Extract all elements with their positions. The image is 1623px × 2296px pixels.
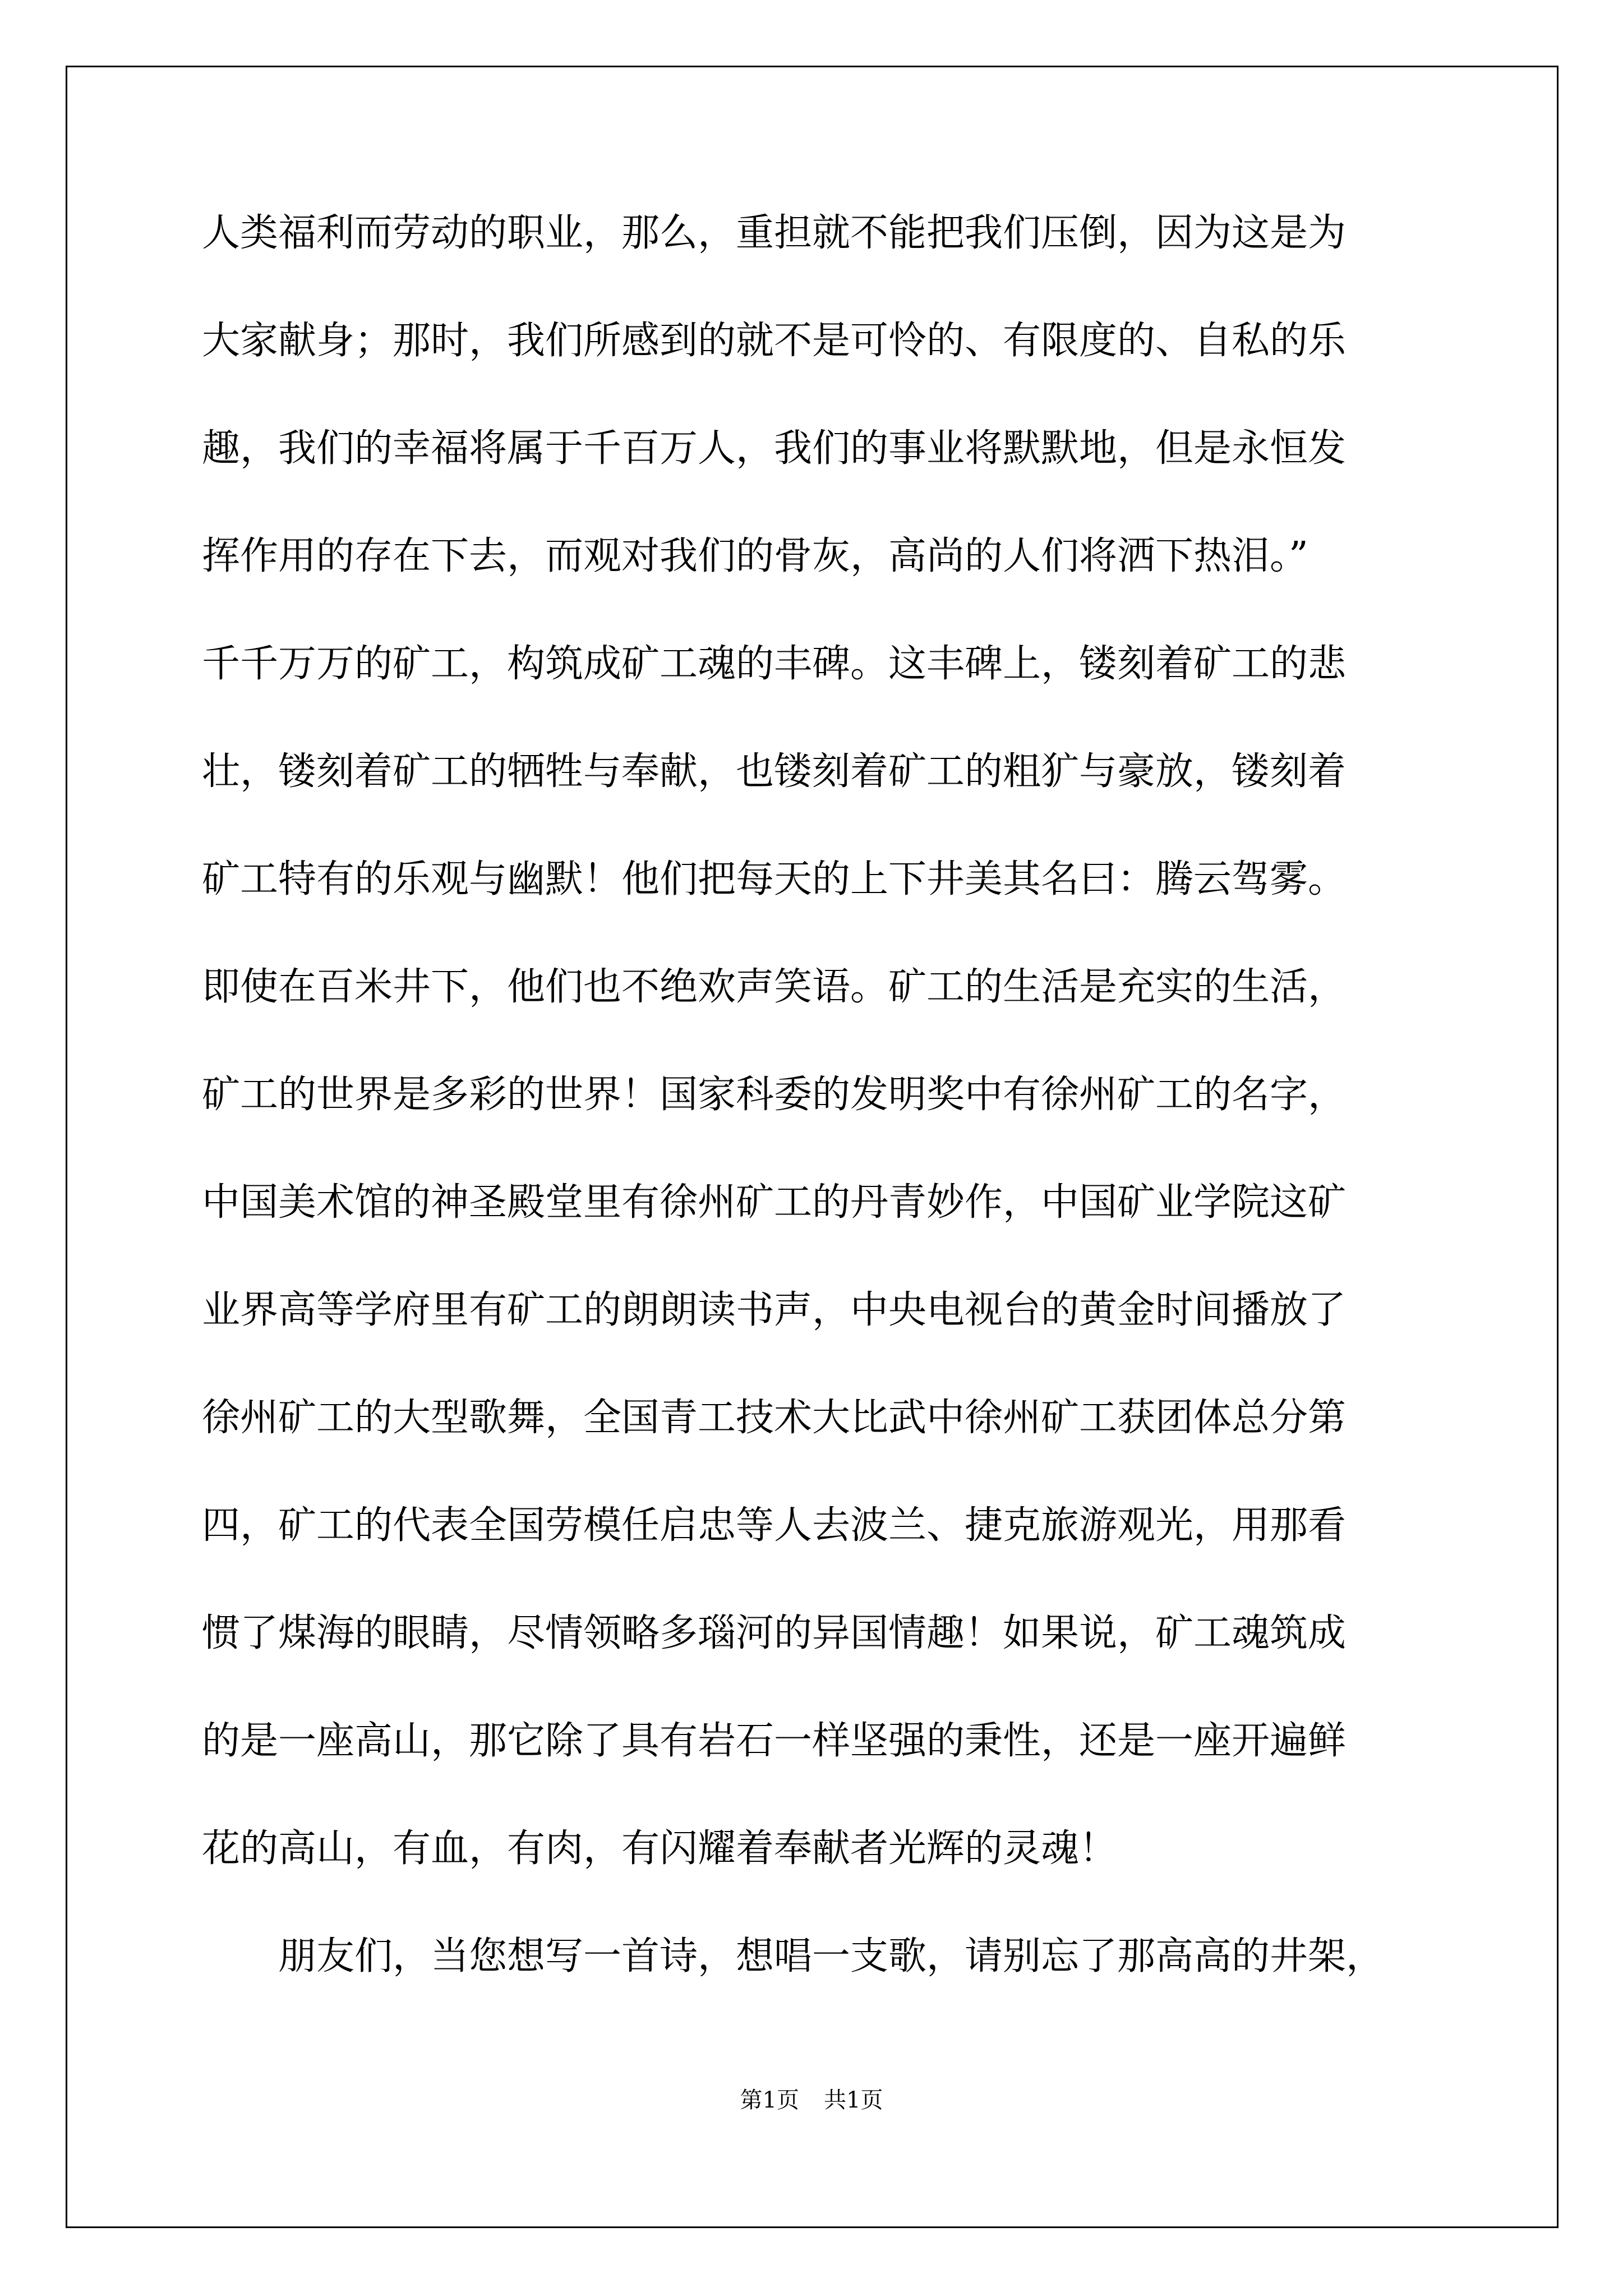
text-line: 挥作用的存在下去，而观对我们的骨灰，高尚的人们将洒下热泪。” (202, 534, 1308, 578)
text-line: 徐州矿工的大型歌舞，全国青工技术大比武中徐州矿工获团体总分第 (202, 1396, 1347, 1440)
paragraph-start-line: 朋友们，当您想写一首诗，想唱一支歌，请别忘了那高高的井架， (278, 1934, 1385, 1978)
text-line: 矿工的世界是多彩的世界！国家科委的发明奖中有徐州矿工的名字， (202, 1073, 1347, 1117)
page-total: 共1页 (824, 2087, 883, 2113)
text-line: 矿工特有的乐观与幽默！他们把每天的上下井美其名曰：腾云驾雾。 (202, 857, 1347, 901)
text-line: 千千万万的矿工，构筑成矿工魂的丰碑。这丰碑上，镂刻着矿工的悲 (202, 642, 1347, 686)
text-line: 的是一座高山，那它除了具有岩石一样坚强的秉性，还是一座开遍鲜 (202, 1719, 1347, 1763)
text-line: 即使在百米井下，他们也不绝欢声笑语。矿工的生活是充实的生活， (202, 965, 1347, 1009)
text-line: 惯了煤海的眼睛，尽情领略多瑙河的异国情趣！如果说，矿工魂筑成 (202, 1611, 1347, 1655)
page-number: 第1页 (740, 2087, 799, 2113)
text-line: 四，矿工的代表全国劳模任启忠等人去波兰、捷克旅游观光，用那看 (202, 1503, 1347, 1548)
text-line: 趣，我们的幸福将属于千百万人，我们的事业将默默地，但是永恒发 (202, 426, 1347, 471)
text-line: 壮，镂刻着矿工的牺牲与奉献，也镂刻着矿工的粗犷与豪放，镂刻着 (202, 749, 1347, 794)
text-line: 业界高等学府里有矿工的朗朗读书声，中央电视台的黄金时间播放了 (202, 1288, 1347, 1332)
text-line: 中国美术馆的神圣殿堂里有徐州矿工的丹青妙作，中国矿业学院这矿 (202, 1180, 1347, 1225)
text-line: 大家献身；那时，我们所感到的就不是可怜的、有限度的、自私的乐 (202, 319, 1347, 363)
text-line: 花的高山，有血，有肉，有闪耀着奉献者光辉的灵魂！ (202, 1826, 1118, 1871)
document-body (202, 211, 1436, 2045)
text-line: 人类福利而劳动的职业，那么，重担就不能把我们压倒，因为这是为 (202, 211, 1347, 255)
page-footer (0, 2082, 1623, 2114)
